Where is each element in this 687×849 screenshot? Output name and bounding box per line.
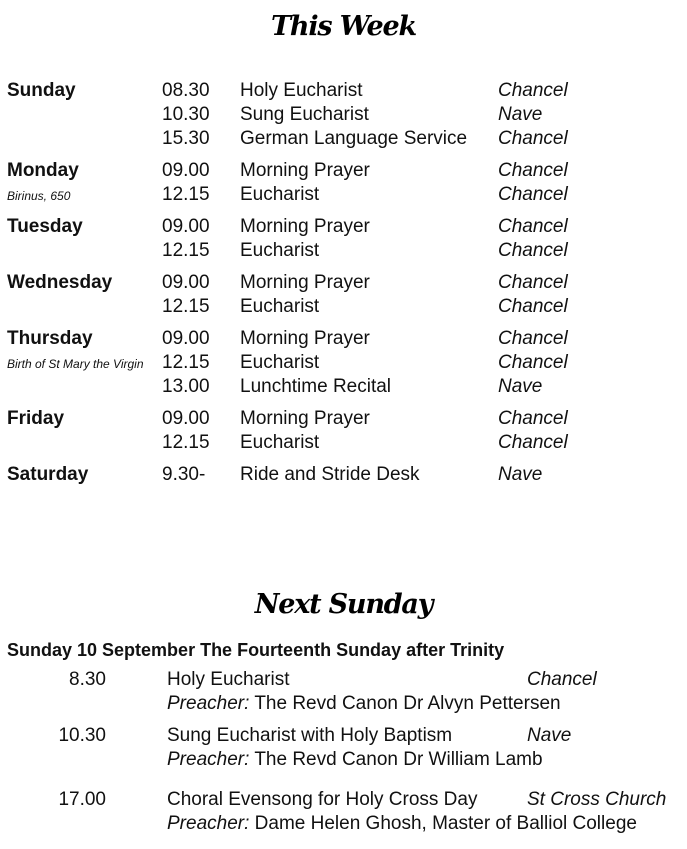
service-row — [0, 463, 687, 487]
next-sunday-item — [0, 788, 687, 836]
service-name: Morning Prayer — [240, 328, 370, 349]
day-note: Birinus, 650 — [7, 189, 71, 203]
service-time: 17.00 — [58, 789, 106, 810]
service-name: Sung Eucharist — [240, 104, 369, 125]
preacher-label: Preacher: — [167, 749, 250, 770]
service-time: 8.30 — [69, 669, 106, 690]
service-location: Chancel — [498, 352, 568, 373]
service-time: 13.00 — [162, 376, 210, 397]
service-row — [0, 351, 687, 375]
service-time: 10.30 — [162, 104, 210, 125]
service-row — [0, 127, 687, 151]
service-row — [0, 327, 687, 351]
day-name: Saturday — [7, 464, 89, 485]
service-name: Holy Eucharist — [167, 669, 290, 690]
service-location: Nave — [498, 464, 543, 485]
service-row — [0, 431, 687, 455]
service-time: 12.15 — [162, 352, 210, 373]
service-name: Morning Prayer — [240, 272, 370, 293]
day-block-saturday — [0, 463, 687, 487]
preacher-line — [167, 812, 637, 836]
day-block-thursday — [0, 327, 687, 399]
next-sunday-subtitle: Sunday 10 September The Fourteenth Sunday after Trinity — [7, 640, 505, 660]
service-name: Eucharist — [240, 352, 320, 373]
day-note: Birth of St Mary the Virgin — [7, 357, 144, 371]
service-location: Chancel — [498, 328, 568, 349]
service-time: 9.30- — [162, 464, 206, 485]
service-time: 12.15 — [162, 240, 210, 261]
service-row — [0, 407, 687, 431]
preacher-label: Preacher: — [167, 693, 250, 714]
service-time: 09.00 — [162, 216, 210, 237]
service-row — [0, 375, 687, 399]
service-location: Chancel — [527, 669, 597, 690]
service-row — [0, 271, 687, 295]
day-block-monday — [0, 159, 687, 207]
preacher-label: Preacher: — [167, 813, 250, 834]
next-sunday-item — [0, 724, 687, 772]
service-location: Chancel — [498, 184, 568, 205]
day-name: Wednesday — [7, 272, 113, 293]
service-row — [0, 103, 687, 127]
service-name: Holy Eucharist — [240, 80, 363, 101]
preacher-line — [167, 748, 543, 772]
service-location: Chancel — [498, 216, 568, 237]
service-row — [0, 159, 687, 183]
service-time: 09.00 — [162, 328, 210, 349]
service-time: 12.15 — [162, 184, 210, 205]
preacher-name: The Revd Canon Dr William Lamb — [254, 749, 543, 770]
service-location: Chancel — [498, 80, 568, 101]
service-name: Sung Eucharist with Holy Baptism — [167, 725, 453, 746]
service-row — [0, 295, 687, 319]
service-name: Eucharist — [240, 240, 320, 261]
service-location: St Cross Church — [527, 789, 667, 810]
day-block-friday — [0, 407, 687, 455]
service-row — [0, 183, 687, 207]
day-name: Monday — [7, 160, 79, 181]
service-name: Eucharist — [240, 296, 320, 317]
service-time: 09.00 — [162, 272, 210, 293]
service-time: 10.30 — [58, 725, 106, 746]
service-name: Eucharist — [240, 184, 320, 205]
service-row — [0, 239, 687, 263]
preacher-line — [167, 692, 561, 716]
service-location: Chancel — [498, 272, 568, 293]
service-time: 09.00 — [162, 160, 210, 181]
preacher-name: Dame Helen Ghosh, Master of Balliol College — [254, 813, 637, 834]
service-name: Eucharist — [240, 432, 320, 453]
day-block-wednesday — [0, 271, 687, 319]
day-block-sunday — [0, 79, 687, 151]
day-block-tuesday — [0, 215, 687, 263]
day-name: Thursday — [7, 328, 93, 349]
service-name: Morning Prayer — [240, 160, 370, 181]
service-location: Chancel — [498, 128, 568, 149]
service-location: Chancel — [498, 160, 568, 181]
service-name: Lunchtime Recital — [240, 376, 392, 397]
service-row — [0, 79, 687, 103]
service-name: Morning Prayer — [240, 408, 370, 429]
service-location: Nave — [498, 376, 543, 397]
preacher-name: The Revd Canon Dr Alvyn Pettersen — [254, 693, 561, 714]
day-name: Sunday — [7, 80, 76, 101]
service-location: Chancel — [498, 296, 568, 317]
this-week-heading: This Week — [271, 11, 416, 42]
service-name: Ride and Stride Desk — [240, 464, 420, 485]
day-name: Tuesday — [7, 216, 83, 237]
service-location: Chancel — [498, 408, 568, 429]
next-sunday-heading: Next Sunday — [254, 589, 433, 620]
service-time: 12.15 — [162, 296, 210, 317]
next-sunday-item — [0, 668, 687, 716]
service-name: German Language Service — [240, 128, 468, 149]
service-time: 15.30 — [162, 128, 210, 149]
service-location: Chancel — [498, 240, 568, 261]
service-time: 12.15 — [162, 432, 210, 453]
service-location: Chancel — [498, 432, 568, 453]
service-row — [0, 215, 687, 239]
service-name: Morning Prayer — [240, 216, 370, 237]
service-location: Nave — [498, 104, 543, 125]
service-name: Choral Evensong for Holy Cross Day — [167, 789, 478, 810]
service-location: Nave — [527, 725, 572, 746]
service-time: 09.00 — [162, 408, 210, 429]
day-name: Friday — [7, 408, 65, 429]
service-time: 08.30 — [162, 80, 210, 101]
